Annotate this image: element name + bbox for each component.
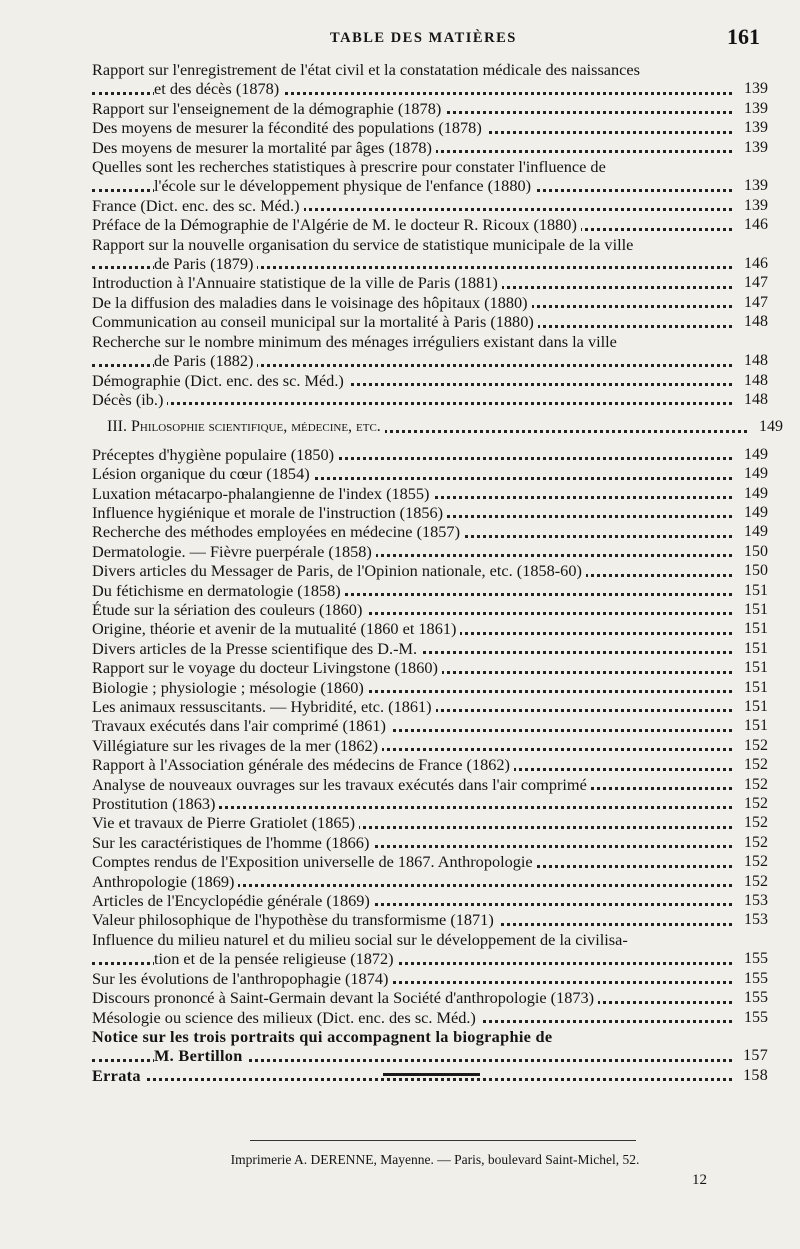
toc-entry: Décès (ib.) 148	[92, 389, 768, 409]
toc-entry: Préface de la Démographie de l'Algérie de M. le docteur R. Ricoux (1880) 146	[92, 215, 768, 235]
toc-page-number: 148	[744, 313, 768, 331]
toc-page-number: 151	[744, 659, 768, 677]
toc-page-number: 139	[744, 80, 768, 98]
toc-entry: Rapport à l'Association générale des médecins de France (1862) 152	[92, 755, 768, 775]
toc-page-number: 157	[743, 1047, 768, 1065]
toc-page-number: 151	[744, 678, 768, 696]
printer-imprint: Imprimerie A. DERENNE, Mayenne. — Paris, boulevard Saint-Michel, 52.	[230, 1152, 640, 1167]
toc-entry: Articles de l'Encyclopédie générale (1869) 153	[92, 891, 768, 911]
page-number: 161	[727, 24, 760, 49]
toc-page-number: 152	[744, 872, 768, 890]
toc-page-number: 146	[744, 216, 768, 234]
toc-entry: Introduction à l'Annuaire statistique de la ville de Paris (1881) 147	[92, 273, 768, 293]
toc-page-number: 149	[744, 523, 768, 541]
toc-page-number: 153	[744, 911, 768, 929]
toc-entry: Influence hygiénique et morale de l'instruction (1856) 149	[92, 502, 768, 522]
toc-entry: Rapport sur l'enregistrement de l'état civil et la constatation médicale des naissances et des décès (1878) 139	[92, 60, 768, 99]
toc-entry: Travaux exécutés dans l'air comprimé (1861) 151	[92, 716, 768, 736]
toc-page-number: 150	[744, 542, 768, 560]
toc-page-number: 152	[744, 853, 768, 871]
toc-page-number: 149	[744, 484, 768, 502]
toc-entry: Analyse de nouveaux ouvrages sur les travaux exécutés dans l'air comprimé 152	[92, 774, 768, 794]
toc-entry: Divers articles du Messager de Paris, de l'Opinion nationale, etc. (1858-60) 150	[92, 561, 768, 581]
toc-page-number: 147	[744, 293, 768, 311]
toc-page-number: 151	[744, 717, 768, 735]
toc-page-number: 149	[759, 418, 783, 436]
toc-page-number: 148	[744, 390, 768, 408]
toc-page-number: 151	[744, 620, 768, 638]
toc-page-number: 155	[744, 969, 768, 987]
toc-entry: Influence du milieu naturel et du milieu social sur le développement de la civilisa- tion et de la pensée religieuse (1872) 155	[92, 929, 768, 969]
toc-page-number: 139	[744, 99, 768, 117]
toc-page-number: 155	[744, 950, 768, 968]
toc-page-number: 149	[744, 465, 768, 483]
toc-page-number: 139	[744, 196, 768, 214]
toc-entry: Lésion organique du cœur (1854) 149	[92, 464, 768, 484]
toc-page-number: 139	[744, 119, 768, 137]
toc-entry: Mésologie ou science des milieux (Dict. enc. des sc. Méd.) 155	[92, 1007, 768, 1027]
toc-entry: Prostitution (1863) 152	[92, 794, 768, 814]
page-title: TABLE DES MATIÈRES	[330, 30, 517, 46]
toc-entry: Anthropologie (1869) 152	[92, 871, 768, 891]
toc-page-number: 158	[743, 1066, 768, 1084]
toc-entry: Rapport sur la nouvelle organisation du service de statistique municipale de la ville de Paris (1879) 146	[92, 234, 768, 274]
toc-page-number: 151	[744, 698, 768, 715]
toc-page-number: 139	[744, 177, 768, 195]
toc-entry: Recherche des méthodes employées en médecine (1857) 149	[92, 522, 768, 542]
toc-entry: Discours prononcé à Saint-Germain devant la Société d'anthropologie (1873) 155	[92, 988, 768, 1008]
toc-page-number: 152	[744, 775, 768, 793]
toc-page-number: 149	[744, 503, 768, 521]
toc-entry: Divers articles de la Presse scientifique des D.-M. 151	[92, 638, 768, 658]
toc-page-number: 155	[744, 989, 768, 1007]
toc-entry: Villégiature sur les rivages de la mer (1862) 152	[92, 735, 768, 755]
toc-entry: De la diffusion des maladies dans le voisinage des hôpitaux (1880) 147	[92, 292, 768, 312]
toc-entry: Les animaux ressuscitants. — Hybridité, etc. (1861) 151	[92, 697, 768, 716]
toc-page-number: 152	[744, 756, 768, 774]
toc-page-number: 151	[744, 581, 768, 599]
toc-page-number: 151	[744, 600, 768, 618]
toc-entry: Vie et travaux de Pierre Gratiolet (1865) 152	[92, 813, 768, 833]
toc-entry: Rapport sur l'enseignement de la démographie (1878) 139	[92, 98, 768, 118]
toc-page-number: 150	[744, 562, 768, 580]
toc-entry-errata: Errata 158	[92, 1065, 768, 1085]
toc-entry: Préceptes d'hygiène populaire (1850) 149	[92, 444, 768, 464]
toc-section-entries	[92, 445, 768, 1027]
toc-entry: Origine, théorie et avenir de la mutualité (1860 et 1861) 151	[92, 619, 768, 639]
toc-entry: Valeur philosophique de l'hypothèse du transformisme (1871) 153	[92, 910, 768, 930]
toc-entry: Communication au conseil municipal sur la mortalité à Paris (1880) 148	[92, 312, 768, 332]
toc-page-number: 147	[744, 274, 768, 292]
sheet-signature: 12	[692, 1172, 707, 1188]
toc-entry: Comptes rendus de l'Exposition universelle de 1867. Anthropologie 152	[92, 852, 768, 872]
toc-page-number: 152	[744, 736, 768, 754]
divider-rule	[383, 1073, 480, 1076]
toc-entry: Dermatologie. — Fièvre puerpérale (1858) 150	[92, 541, 768, 561]
page-header	[0, 26, 800, 56]
toc-entry: Sur les caractéristiques de l'homme (1866) 152	[92, 832, 768, 852]
toc-entry: Rapport sur le voyage du docteur Livingstone (1860) 151	[92, 658, 768, 678]
toc-page-number: 148	[744, 352, 768, 370]
toc-entry: France (Dict. enc. des sc. Méd.) 139	[92, 195, 768, 215]
toc-entry: Recherche sur le nombre minimum des ménages irréguliers existant dans la ville de Paris (1882) 148	[92, 331, 768, 371]
toc-page-number: 146	[744, 255, 768, 273]
toc-page-number: 153	[744, 892, 768, 910]
toc-entry-notice: Notice sur les trois portraits qui accompagnent la biographie de M. Bertillon 157	[92, 1026, 768, 1066]
toc-page-number: 152	[744, 795, 768, 813]
toc-entry: Démographie (Dict. enc. des sc. Méd.) 148	[92, 370, 768, 390]
toc-page-number: 149	[744, 445, 768, 463]
toc-page-number: 152	[744, 833, 768, 851]
toc-page-number: 151	[744, 639, 768, 657]
toc-entry: Des moyens de mesurer la fécondité des populations (1878) 139	[92, 118, 768, 138]
toc-entry: Étude sur la sériation des couleurs (1860) 151	[92, 599, 768, 619]
toc-page-number: 148	[744, 371, 768, 389]
toc-entry: Luxation métacarpo-phalangienne de l'index (1855) 149	[92, 483, 768, 503]
toc-page-number: 155	[744, 1008, 768, 1026]
section-heading: III. Philosophie scientifique, médecine, etc. 149	[107, 418, 783, 436]
toc-entry: Sur les évolutions de l'anthropophagie (1874) 155	[92, 968, 768, 988]
toc-page-number: 152	[744, 814, 768, 832]
toc-entry: Biologie ; physiologie ; mésologie (1860) 151	[92, 677, 768, 697]
toc-entry: Des moyens de mesurer la mortalité par âges (1878) 139	[92, 137, 768, 157]
toc-page-number: 139	[744, 138, 768, 156]
footer-rule	[250, 1140, 636, 1141]
table-of-contents	[92, 60, 783, 1085]
toc-entry: Du fétichisme en dermatologie (1858) 151	[92, 580, 768, 600]
toc-entry: Quelles sont les recherches statistiques à prescrire pour constater l'influence de l'école sur le développement physique de l'enfance (1880) 139	[92, 157, 768, 196]
